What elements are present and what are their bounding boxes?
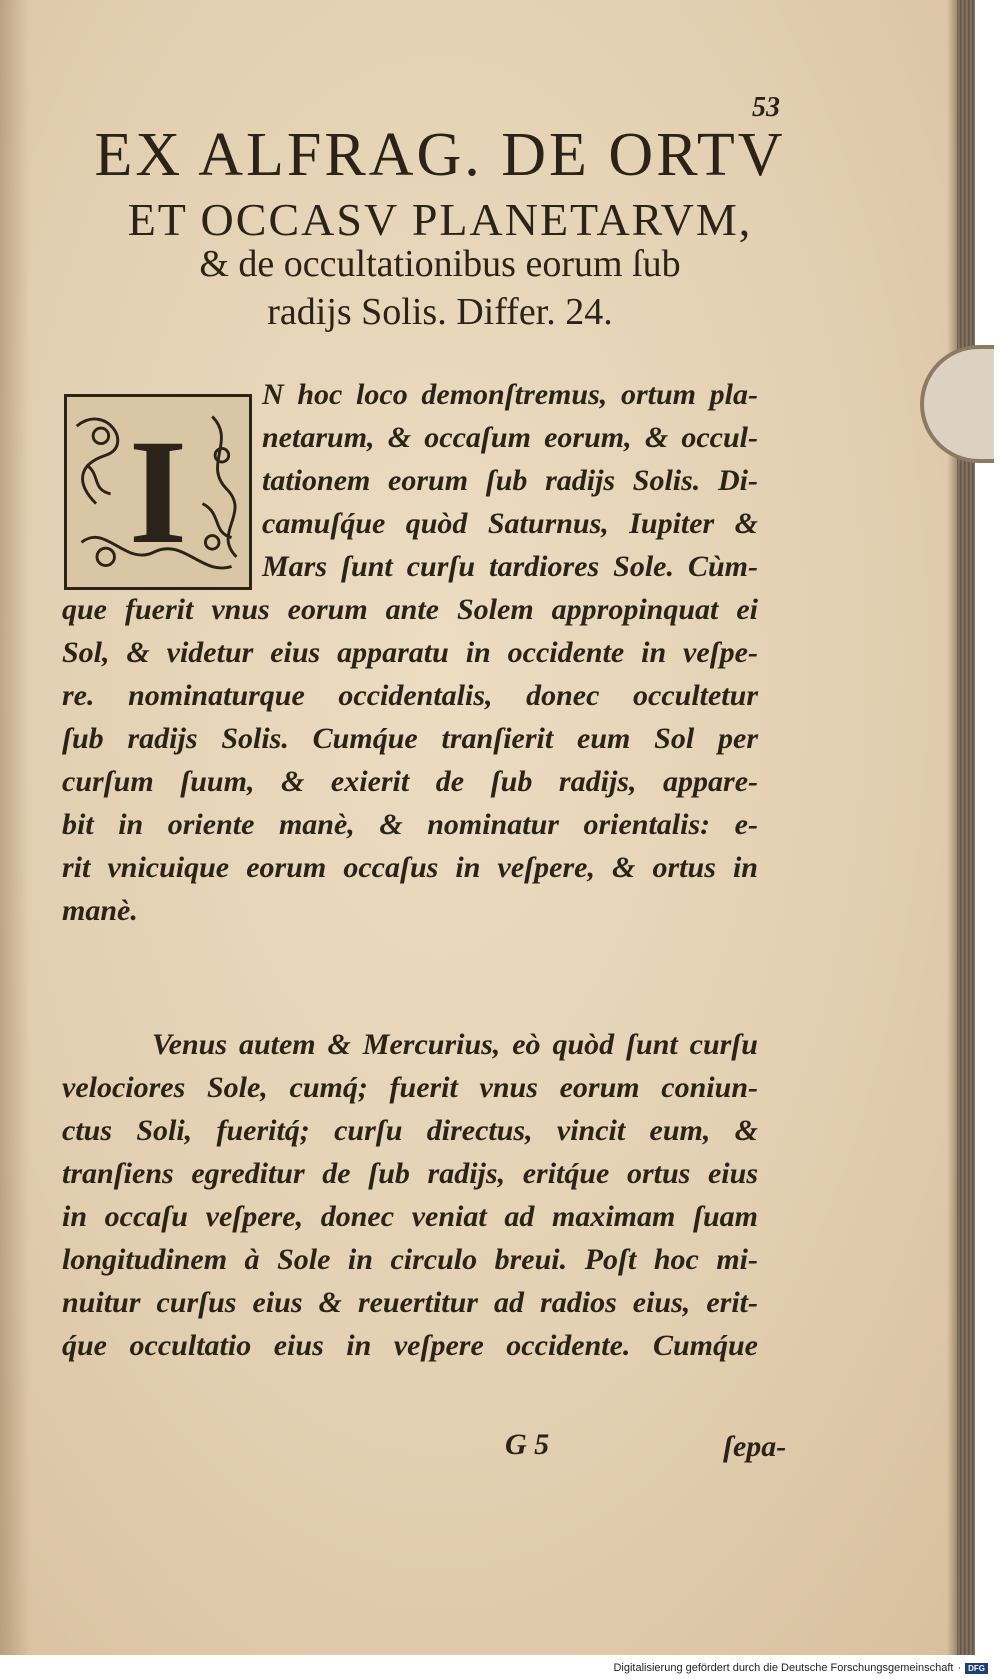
- page-edge-shadow: [947, 0, 957, 1655]
- text-line: Sol, & videtur eius apparatu in occidente in veſpe-: [62, 636, 758, 669]
- text-line: Venus autem & Mercurius, eò quòd ſunt curſu: [152, 1028, 758, 1061]
- text-line: nuitur curſus eius & reuertitur ad radios eius, erit-: [62, 1286, 758, 1319]
- text-line: ſub radijs Solis. Cumq́ue tranſierit eum Sol per: [62, 722, 758, 755]
- text-line: q́ue occultatio eius in veſpere occidente. Cumq́ue: [62, 1329, 758, 1362]
- credit-text: Digitalisierung gefördert durch die Deutsche Forschungsgemeinschaft: [613, 1662, 954, 1674]
- title-line-4: radijs Solis. Differ. 24.: [267, 291, 613, 333]
- text-line: tationem eorum ſub radijs Solis. Di-: [262, 464, 758, 497]
- text-line: in occaſu veſpere, donec veniat ad maximam ſuam: [62, 1200, 758, 1233]
- text-line: netarum, & occaſum eorum, & occul-: [262, 421, 758, 454]
- decorated-initial: [64, 394, 252, 590]
- text-line: que fuerit vnus eorum ante Solem appropinquat ei: [62, 593, 758, 626]
- signature-mark: G 5: [505, 1428, 550, 1461]
- dfg-logo-icon: DFG: [965, 1663, 988, 1674]
- text-line: bit in oriente manè, & nominatur orientalis: e-: [62, 808, 758, 841]
- text-line: camuſq́ue quòd Saturnus, Iupiter &: [262, 507, 758, 540]
- title-line-3: & de occultationibus eorum ſub: [199, 243, 681, 285]
- text-line: N hoc loco demonſtremus, ortum pla-: [262, 378, 758, 411]
- separator: ·: [957, 1662, 962, 1674]
- digitization-credit: [613, 1660, 988, 1676]
- gutter-shadow: [0, 0, 30, 1655]
- initial-letter: I: [128, 409, 188, 575]
- text-line: longitudinem à Sole in circulo breui. Poſt hoc mi-: [62, 1243, 758, 1276]
- text-line: velociores Sole, cumq́; fuerit vnus eorum coniun-: [62, 1071, 758, 1104]
- text-line: ctus Soli, fueritq́; curſu directus, vincit eum, &: [62, 1114, 758, 1147]
- text-line: tranſiens egreditur de ſub radijs, eritq́ue ortus eius: [62, 1157, 758, 1190]
- catchword: ſepa-: [723, 1430, 787, 1463]
- text-line: rit vnicuique eorum occaſus in veſpere, & ortus in: [62, 851, 758, 884]
- text-line: Mars ſunt curſu tardiores Sole. Cùm-: [262, 550, 758, 583]
- page-number: 53: [752, 92, 780, 123]
- text-line: re. nominaturque occidentalis, donec occultetur: [62, 679, 758, 712]
- title-line-1: EX ALFRAG. DE ORTV: [94, 121, 786, 189]
- text-line: manè.: [62, 894, 138, 927]
- text-line: curſum ſuum, & exierit de ſub radijs, appare-: [62, 765, 758, 798]
- title-line-2: ET OCCASV PLANETARVM,: [127, 194, 753, 245]
- book-edge: [957, 0, 975, 1655]
